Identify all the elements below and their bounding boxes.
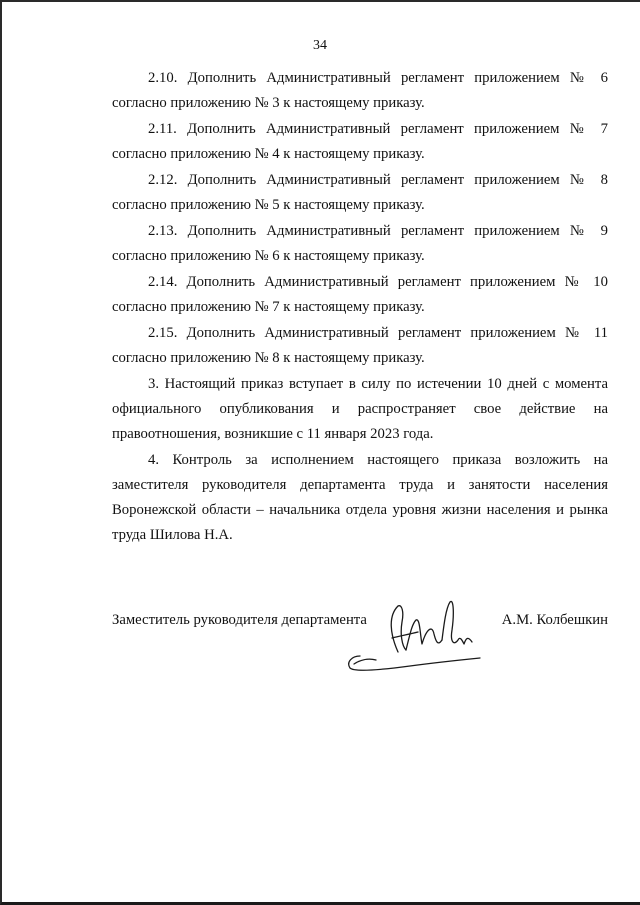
paragraph-2-13: 2.13. Дополнить Административный регламент приложением № 9 согласно приложению № 6 к настоящему приказу. [112, 223, 608, 264]
paragraph-2-15: 2.15. Дополнить Административный регламент приложением № 11 согласно приложению № 8 к настоящему приказу. [112, 325, 608, 366]
signature-block [112, 608, 608, 678]
paragraph-2-12: 2.12. Дополнить Административный регламент приложением № 8 согласно приложению № 5 к настоящему приказу. [112, 172, 608, 213]
paragraph-3: 3. Настоящий приказ вступает в силу по истечении 10 дней с момента официального опубликования и распространяет свое действие на правоотношения, возникшие с 11 января 2023 года. [112, 376, 608, 442]
signatory-position: Заместитель руководителя департамента [112, 612, 367, 628]
paragraph-2-10: 2.10. Дополнить Административный регламент приложением № 6 согласно приложению № 3 к настоящему приказу. [112, 70, 608, 111]
document-body [112, 66, 608, 549]
paragraph-2-11: 2.11. Дополнить Административный регламент приложением № 7 согласно приложению № 4 к настоящему приказу. [112, 121, 608, 162]
signatory-name: А.М. Колбешкин [501, 612, 608, 628]
paragraph-4: 4. Контроль за исполнением настоящего приказа возложить на заместителя руководителя департамента труда и занятости населения Воронежской области – начальника отдела уровня жизни населения и рынка труда Шилова Н.А. [112, 452, 608, 543]
paragraph-2-14: 2.14. Дополнить Административный регламент приложением № 10 согласно приложению № 7 к настоящему приказу. [112, 274, 608, 315]
handwritten-signature [340, 594, 490, 674]
page-number: 34 [313, 38, 327, 53]
